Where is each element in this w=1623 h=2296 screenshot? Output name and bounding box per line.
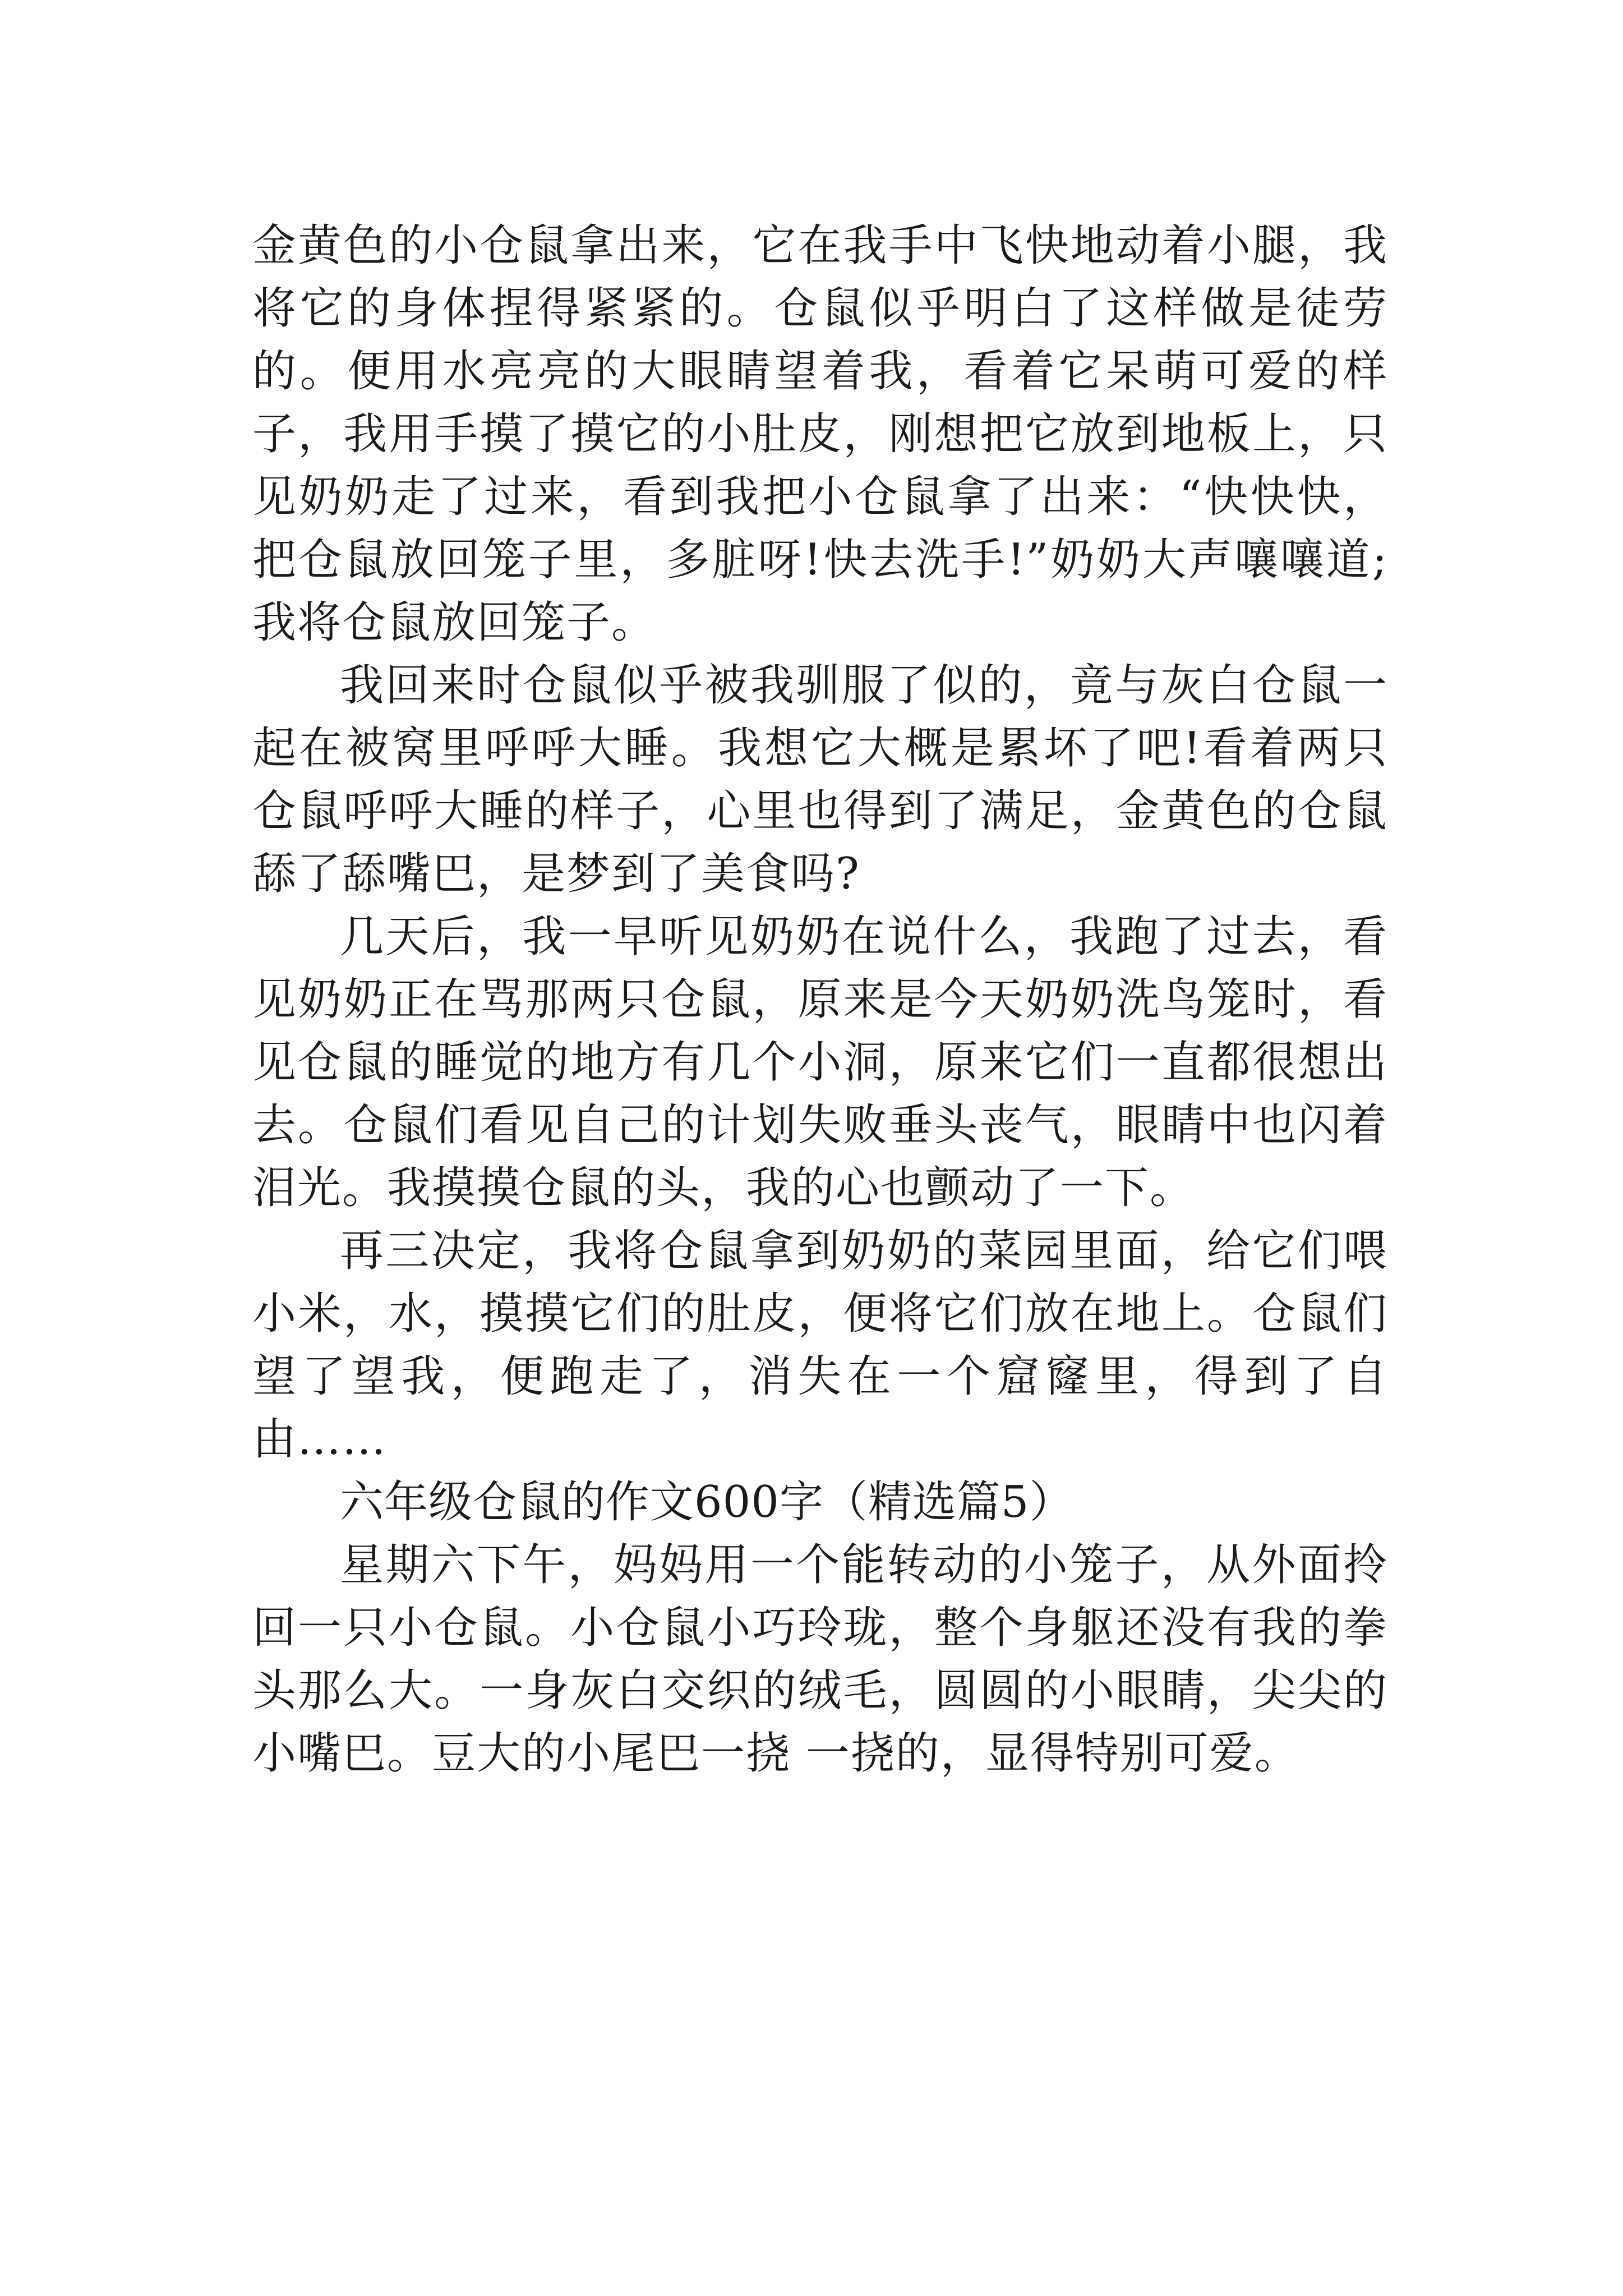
paragraph-2: 我回来时仓鼠似乎被我驯服了似的，竟与灰白仓鼠一起在被窝里呼呼大睡。我想它大概是累坏了吧!看着两只仓鼠呼呼大睡的样子，心里也得到了满足，金黄色的仓鼠舔了舔嘴巴，是梦到了美食吗?	[252, 660, 1388, 899]
document-body	[252, 214, 1388, 1785]
paragraph-4: 再三决定，我将仓鼠拿到奶奶的菜园里面，给它们喂小米，水，摸摸它们的肚皮，便将它们放在地上。仓鼠们望了望我，便跑走了，消失在一个窟窿里，得到了自由……	[252, 1226, 1388, 1465]
section-heading: 六年级仓鼠的作文600字（精选篇5）	[340, 1477, 1074, 1527]
paragraph-3: 几天后，我一早听见奶奶在说什么，我跑了过去，看见奶奶正在骂那两只仓鼠，原来是今天奶奶洗鸟笼时，看见仓鼠的睡觉的地方有几个小洞，原来它们一直都很想出去。仓鼠们看见自己的计划失败垂头丧气，眼睛中也闪着泪光。我摸摸仓鼠的头，我的心也颤动了一下。	[252, 912, 1388, 1213]
paragraph-5: 星期六下午，妈妈用一个能转动的小笼子，从外面拎回一只小仓鼠。小仓鼠小巧玲珑，整个身躯还没有我的拳头那么大。一身灰白交织的绒毛，圆圆的小眼睛，尖尖的小嘴巴。豆大的小尾巴一挠 一挠的，显得特别可爱。	[252, 1540, 1388, 1779]
paragraph-1: 金黄色的小仓鼠拿出来，它在我手中飞快地动着小腿，我将它的身体捏得紧紧的。仓鼠似乎明白了这样做是徒劳的。便用水亮亮的大眼睛望着我，看着它呆萌可爱的样子，我用手摸了摸它的小肚皮，刚想把它放到地板上，只见奶奶走了过来，看到我把小仓鼠拿了出来：“快快快，把仓鼠放回笼子里，多脏呀!快去洗手!”奶奶大声嚷嚷道;我将仓鼠放回笼子。	[252, 220, 1388, 648]
